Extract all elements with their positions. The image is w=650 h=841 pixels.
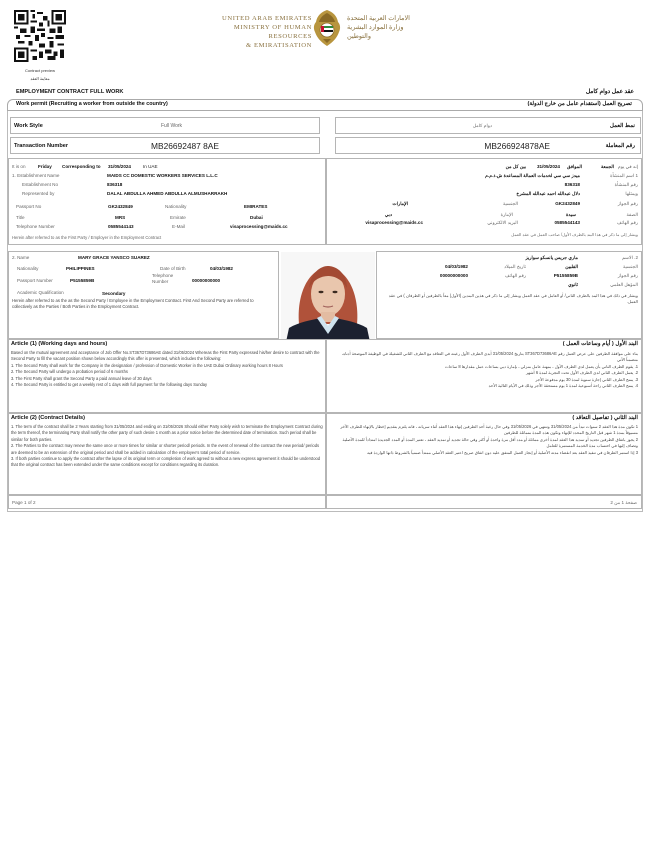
article2-item-1-en: 1. The term of the contract shall be 2 Years starting from 31/05/2024 and ending on 31/05/2026 Should either Party solely wish to terminate the Employment Contract during the term thereof, the terminating Party shall notify the other party of such desire 1 month as a prior notice before the determined date of termination. Such period shall be similar for both parties.	[11, 424, 323, 442]
fp-title-en: MRS	[115, 215, 126, 220]
employee-photo	[281, 252, 375, 342]
qr-code	[14, 10, 66, 62]
page-number-ar: صفحة 1 من 2	[610, 500, 637, 505]
article1-item-3-en: 3. The First Party shall grant the Second Party a paid annual leave of 30 days	[11, 375, 152, 381]
sp-nationality-label-en: Nationality	[17, 266, 39, 271]
sp-name-label-ar: 2. الاسم	[622, 255, 638, 260]
fp-nationality-ar: الإمارات	[392, 201, 408, 206]
fp-emirate-en: Dubai	[250, 215, 263, 220]
permit-type-en: Work permit (Recruiting a worker from outside the country)	[16, 101, 168, 107]
sp-phone-ar: 00000000000	[439, 273, 468, 278]
article1-item-3-ar: 3. يمنح الطرف الثاني إجازة سنوية لمدة 30 يوم مدفوعة الأجر	[535, 376, 638, 382]
fp-corresponding-ar: الموافق	[566, 164, 582, 169]
work-style-cell-ar	[335, 117, 641, 134]
fp-place-en: In UAE	[143, 164, 158, 169]
sp-name-label-en: 2. Name	[12, 255, 30, 260]
second-party-en	[8, 251, 279, 339]
fp-est-name-label-ar: 1 اسم المنشأة	[610, 173, 638, 178]
article1-body-ar	[330, 351, 638, 389]
fp-nationality-label-ar: الجنسية	[503, 201, 518, 206]
contract-title-en: EMPLOYMENT CONTRACT FULL WORK	[16, 89, 124, 95]
article1-title-en: Article (1) (Working days and hours)	[11, 341, 108, 347]
fp-title-ar: سيدة	[565, 212, 576, 217]
qr-caption-ar: معاينة العقد	[30, 76, 50, 81]
sp-passport-ar: P5155859B	[553, 273, 578, 278]
qr-caption-en: Contract preview	[24, 68, 55, 73]
fp-phone-ar: 0585544143	[554, 220, 580, 225]
ministry-ar-line-3: والتوطين	[347, 33, 371, 40]
sp-passport-label-ar: رقم الجواز	[617, 273, 638, 278]
article2-item-2-en: 2. The Parties to the contract may renew the same once or more times for similar or shorter period/ periods. In the event of renewal of the contract the new period/ periods are deemed to be an extension of the original period and shall be added in calculation of the employee's total period of service.	[11, 443, 320, 455]
transaction-cell-ar	[335, 137, 641, 154]
article1-item-1-en: 1. The Second Party shall work for the Company in the designation / profession of Domestic Worker in the UAE Dubai Ordinary working hours 8 Hours	[11, 362, 283, 368]
sp-passport-label-en: Passport Number	[17, 278, 53, 283]
fp-phone-en: 0585544143	[108, 224, 134, 229]
article1-title-ar: البند الأول ( أيام وساعات العمل )	[562, 341, 638, 347]
fp-phone-label-ar: رقم الهاتف	[617, 220, 638, 225]
work-style-label-en: Work Style	[14, 123, 43, 129]
article1-item-2-ar: 2. يعمل الطرف الثاني لدى الطرف الأول تحت التجربة لمدة 6 أشهر	[525, 370, 638, 376]
first-party-en	[8, 158, 326, 245]
article1-body-en	[11, 350, 323, 388]
sp-passport-en: P5155859B	[70, 278, 95, 283]
sp-nationality-en: PHILIPPINES	[66, 266, 95, 271]
sp-qualification-label-ar: المؤهل العلمي	[610, 282, 638, 287]
fp-passport-en: GK2432849	[108, 204, 133, 209]
page-number-en: Page 1 of 2	[12, 500, 36, 505]
transaction-cell-en	[10, 137, 320, 154]
fp-day-en: Friday	[38, 164, 52, 169]
fp-est-no-label-ar: رقم المنشأة	[614, 182, 638, 187]
ministry-ar-line-1: الامارات العربية المتحدة	[347, 15, 410, 22]
fp-day-ar: الجمعة	[601, 164, 614, 169]
fp-passport-label-en: Passport No	[16, 204, 42, 209]
work-style-value-ar: دوام كامل	[472, 123, 492, 128]
fp-intro-en: It is on	[12, 164, 26, 169]
article2-item-1-ar: 1 تكون مدة هذا العقد 2 سنوات تبدأ من 31/05/2024 وتنتهي في 31/05/2026 وفي حال رغبة أحد الطرفين إنهاء هذا العقد أثناء سريانه ، فانه يلتزم بتقديم إخطار بالإنهاء للطرف الآخر مسبوقاً بمدة 1 شهر قبل التاريخ المحدد للإنهاء وتكون هذه المدة متماثلة للطرفين	[340, 424, 638, 436]
article2-title-en: Article (2) (Contract Details)	[11, 415, 85, 421]
sp-dob-label-ar: تاريخ الميلاد	[504, 264, 526, 269]
fp-rep-label-ar: ويمثلها	[625, 191, 638, 196]
article2-item-3-ar: 3 إذا استمر الطرفان في تنفيذ العقد بعد انقضاء مدته الأصلية أو إنجاز العمل المتفق عليه دون اتفاق صريح اعتبر العقد الأصلي ممتداً ضمنياً بالشروط ذاتها الواردة فيه	[367, 449, 638, 455]
sp-qualification-en: Secondary	[102, 291, 126, 296]
ministry-line-2: MINISTRY OF HUMAN RESOURCES	[233, 24, 312, 40]
fp-est-name-en: MAIDS CC DOMESTIC WORKERS SERVICES L.L.C	[107, 173, 218, 178]
sp-qualification-label-en: Academic Qualification	[17, 290, 64, 295]
sp-dob-ar: 04/03/1982	[445, 264, 468, 269]
ministry-line-1: UNITED ARAB EMIRATES	[221, 15, 312, 22]
sp-phone-label-en: Telephone Number	[152, 273, 174, 284]
sp-phone-label-ar: رقم الهاتف	[505, 273, 526, 278]
fp-passport-label-ar: رقم الجواز	[617, 201, 638, 206]
sp-dob-en: 04/03/1982	[210, 266, 233, 271]
fp-footer-en: Herein after referred to as the First Party / Employer in the Employment Contract	[12, 235, 162, 240]
fp-title-label-ar: الصفة	[626, 212, 638, 217]
fp-date-en: 31/05/2024	[108, 164, 131, 169]
fp-email-ar: visaprocessing@maids.cc	[365, 220, 423, 225]
fp-phone-label-en: Telephone Number	[16, 224, 55, 229]
sp-nationality-label-ar: الجنسية	[623, 264, 638, 269]
article1-para-ar: بناء على موافقة الطرفين على عرض العمل رقم ST367D73686AE بتاريخ 31/05/2024 أبدى الطرف الأول رغبته في التعاقد مع الطرف الثاني للشغيلة في الوظيفة الموضحة أدناه، متضمناً الآتي	[341, 351, 638, 363]
transaction-label-en: Transaction Number	[14, 143, 69, 149]
work-style-value-en: Full Work	[161, 123, 183, 129]
fp-date-ar: 31/05/2024	[537, 164, 560, 169]
sp-qualification-ar: ثانوي	[568, 282, 578, 287]
fp-emirate-label-ar: الإمارة	[500, 212, 513, 217]
article1-item-4-ar: 4. يمنح الطرف الثاني راحة أسبوعية لمدة 1 يوم مستحقة الأجر وذلك في الأيام التالية الأحد	[488, 383, 638, 389]
work-style-cell-en	[10, 117, 320, 134]
qr-code-icon	[14, 10, 66, 62]
fp-email-label-en: E-Mail	[172, 224, 186, 229]
sp-name-ar: ماري جريس يانسكو سواريز	[525, 255, 578, 260]
fp-est-name-label-en: 1. Establishment Name	[12, 173, 60, 178]
page-number-en-cell	[8, 495, 326, 509]
fp-title-label-en: Title	[16, 215, 25, 220]
sp-phone-en: 00000000000	[192, 278, 221, 283]
article2-body-ar	[330, 424, 638, 456]
fp-passport-ar: GK2432849	[555, 201, 580, 206]
fp-rep-ar: دلال عبدالله احمد عبدالله المشرخ	[516, 191, 580, 196]
fp-email-label-ar: البريد الالكتروني	[487, 220, 518, 225]
fp-est-no-ar: 836318	[564, 182, 580, 187]
article1-item-1-ar: 1. يقوم الطرف الثاني بأن يعمل لدى الطرف الأول ، بمهنة عامل منزلي ، بإمارة دبي بساعات عمل مقدارها 8 ساعات	[445, 363, 638, 369]
fp-footer-ar: ويشار إلى ما ذكر في هذا البند بالطرف الأول/ صاحب العمل في عقد العمل	[511, 232, 638, 237]
ministry-name-en	[200, 14, 312, 50]
ministry-name-ar	[347, 14, 467, 41]
fp-est-no-label-en: Establishment No	[22, 182, 59, 187]
fp-nationality-label-en: Nationality	[165, 204, 187, 209]
fp-email-en: visaprocessing@maids.cc	[230, 224, 288, 229]
ministry-line-3: & EMIRATISATION	[246, 42, 312, 49]
article2-title-ar: البند الثاني ( تفاصيل التعاقد )	[572, 415, 638, 421]
fp-rep-en: DALAL ABDULLA AHMED ABDULLA ALMUSHARRAKH	[107, 191, 228, 196]
article2-item-2-ar: 2 يجوز باتفاق الطرفين تجديد أو تمديد هذا العقد لمدة أخرى مماثلة أو مدد أقل مرة واحدة أو أكثر وفي حالة تجديد أو تمديد العقد ، تعتبر المدة أو المدد الجديدة امتداداً للمدة الأصلية وتضاف إليها في احتساب مدة الخدمة المستمرة للعامل	[342, 436, 638, 449]
article2-body-en	[11, 424, 323, 469]
ministry-ar-line-2: وزارة الموارد البشرية	[347, 24, 404, 31]
article2-item-3-en: 3. If both parties continue to apply the contract after the lapse of its original term or completion of work agreed to without a new express agreement it should be understood that the original contract has been extended under the same conditions except for conditions regarding its duration.	[11, 456, 321, 468]
fp-corresponding-en: Corresponding to	[62, 164, 101, 169]
article1-para-en: Based on the mutual agreement and acceptance of Job Offer No.ST367D73686AE dated 31/05/2024 Whereas the First Party expressed his/her desire to contract with the Second Party to fill the vacant position shown below accordingly this offer is presented, which includes the following:	[11, 350, 320, 362]
fp-intro-ar: إنه في يوم	[617, 164, 638, 169]
fp-between-ar: بين كل من	[505, 164, 526, 169]
transaction-label-ar: رقم المعاملة	[605, 143, 635, 149]
permit-type-ar: تصريح العمل (استقدام عامل من خارج الدولة)	[527, 101, 632, 107]
fp-est-name-ar: ميدز سي سي لخدمات العمالة المساعدة ش.ذ.م.م	[485, 173, 580, 178]
transaction-value-ar: MB266924878AE	[484, 141, 550, 151]
article1-item-2-en: 2. The Second Party will undergo a probation period of 6 months	[11, 369, 128, 375]
transaction-value-en: MB26692487 8AE	[151, 141, 219, 151]
sp-footer-ar: ويشار في ذلك في هذا البند بالطرف الثاني/ أو العامل في عقد العمل ويشار إلى ما ذكر في هذين البندين (الأول) معاً بالطرفين أو الطرفان ) في عقد العمل.	[388, 293, 638, 304]
fp-emirate-ar: دبي	[384, 212, 392, 217]
sp-footer-en: Herein after referred to as the as the Second Party / Employee in the Employment Contract. First And Second Party are referred to collectively as the Parties / Both Parties in the Employment Contract.	[12, 298, 254, 309]
contract-title-ar: عقد عمل دوام كامل	[585, 89, 634, 95]
sp-nationality-ar: الفلبين	[565, 264, 578, 269]
work-style-label-ar: نمط العمل	[609, 123, 635, 129]
article1-item-4-en: 4. The Second Party is entitled to get a weekly rest of 1 days with full payment for the following days Sunday	[11, 382, 208, 388]
fp-nationality-en: EMIRATES	[244, 204, 268, 209]
fp-est-no-en: 836318	[107, 182, 123, 187]
sp-name-en: MARY GRACE YANSCO SUAREZ	[78, 255, 150, 260]
fp-emirate-label-en: Emirate	[170, 215, 186, 220]
sp-dob-label-en: Date of Birth	[160, 266, 186, 271]
uae-emblem-icon	[311, 8, 343, 48]
page-number-ar-cell	[326, 495, 642, 509]
fp-rep-label-en: Represented by	[22, 191, 55, 196]
